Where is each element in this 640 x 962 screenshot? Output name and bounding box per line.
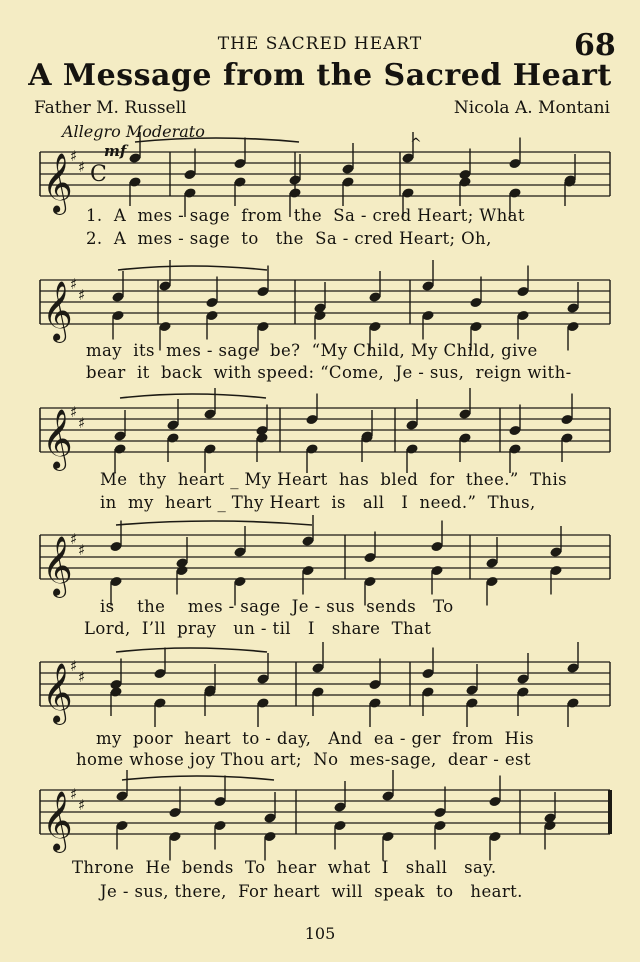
key-signature-sharp: ♯ xyxy=(70,275,78,293)
phrase-slur xyxy=(118,266,267,270)
lyric-line-verse2: Je - sus, there, For heart will speak to heart. xyxy=(100,882,523,901)
lyric-line-verse1: may its mes - sage be? “My Child, My Child, give xyxy=(86,341,538,360)
key-signature-sharp: ♯ xyxy=(78,158,86,176)
phrase-slur xyxy=(135,138,299,142)
lyric-line-verse2: home whose joy Thou art; No mes-sage, dear - est xyxy=(76,750,531,769)
lyric-line-verse1: my poor heart to - day, And ea - ger from His xyxy=(96,729,535,748)
key-signature-sharp: ♯ xyxy=(70,530,78,548)
lyric-line-verse1: is the mes - sage Je - sus sends To xyxy=(100,597,454,616)
page-number: 105 xyxy=(304,924,336,943)
hymn-title: A Message from the Sacred Heart xyxy=(28,58,612,93)
key-signature-sharp: ♯ xyxy=(78,541,86,559)
key-signature-sharp: ♯ xyxy=(78,414,86,432)
phrase-slur xyxy=(116,521,312,525)
dynamic-marking: mf xyxy=(104,142,127,160)
phrase-slur xyxy=(122,776,274,780)
time-signature: C xyxy=(90,162,107,187)
key-signature-sharp: ♯ xyxy=(70,147,78,165)
treble-clef: 𝄞 xyxy=(42,409,73,469)
key-signature-sharp: ♯ xyxy=(70,403,78,421)
lyric-line-verse1: Me thy heart _ My Heart has bled for thee.” This xyxy=(100,470,567,489)
phrase-slur xyxy=(120,394,266,398)
treble-clef: 𝄞 xyxy=(42,663,73,723)
lyric-line-verse2: in my heart _ Thy Heart is all I need.” Thus, xyxy=(100,493,536,512)
tempo-marking: Allegro Moderato xyxy=(62,122,205,141)
accent-mark: ^ xyxy=(410,136,422,152)
key-signature-sharp: ♯ xyxy=(70,657,78,675)
key-signature-sharp: ♯ xyxy=(78,796,86,814)
section-title: THE SACRED HEART xyxy=(217,34,423,54)
treble-clef: 𝄞 xyxy=(42,791,73,851)
treble-clef: 𝄞 xyxy=(42,281,73,341)
lyric-line-verse1: 1. A mes - sage from the Sa - cred Heart; What xyxy=(86,206,525,225)
lyricist-credit: Father M. Russell xyxy=(34,98,187,118)
key-signature-sharp: ♯ xyxy=(78,668,86,686)
key-signature-sharp: ♯ xyxy=(78,286,86,304)
lyric-line-verse1: Throne He bends To hear what I shall say. xyxy=(72,858,497,877)
composer-credit: Nicola A. Montani xyxy=(453,98,610,118)
lyric-line-verse2: 2. A mes - sage to the Sa - cred Heart; Oh, xyxy=(86,229,492,248)
hymn-number: 68 xyxy=(574,28,616,63)
phrase-slur xyxy=(116,648,267,652)
lyric-line-verse2: Lord, I’ll pray un - til I share That xyxy=(84,619,432,638)
treble-clef: 𝄞 xyxy=(42,536,73,596)
treble-clef: 𝄞 xyxy=(42,153,73,213)
lyric-line-verse2: bear it back with speed: “Come, Je - sus, reign with- xyxy=(86,363,572,382)
key-signature-sharp: ♯ xyxy=(70,785,78,803)
